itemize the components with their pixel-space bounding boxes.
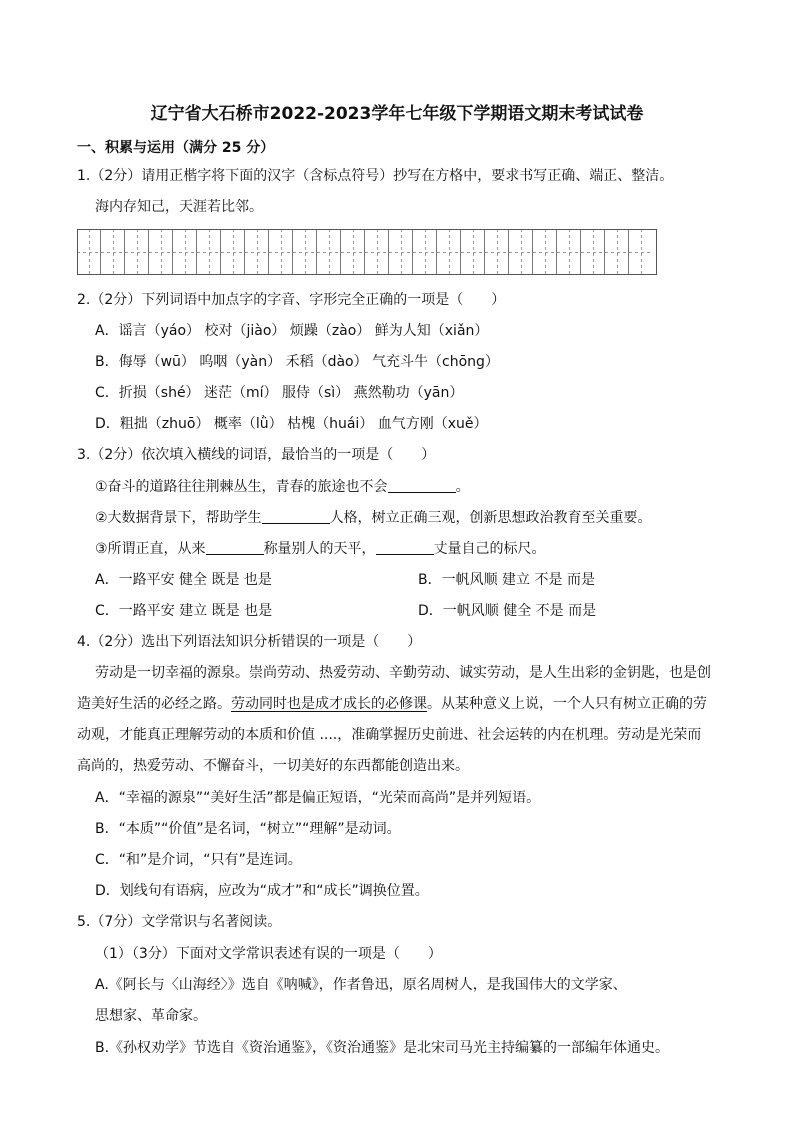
question-2-option-d[interactable]: D．粗拙（zhuō） 概率（lǜ） 枯槐（huái） 血气方刚（xuě）	[95, 416, 488, 432]
sentence-text: ②大数据背景下，帮助学生	[95, 510, 262, 526]
answer-blank[interactable]	[388, 478, 456, 493]
grid-cell[interactable]	[173, 229, 197, 275]
grid-cell[interactable]	[269, 229, 293, 275]
grid-cell[interactable]	[125, 229, 149, 275]
question-4-option-d[interactable]: D．划线句有语病，应改为“成才”和“成长”调换位置。	[95, 883, 429, 899]
grid-cell[interactable]	[221, 229, 245, 275]
question-3-option-a[interactable]: A．一路平安 健全 既是 也是	[95, 572, 272, 588]
grid-cell[interactable]	[197, 229, 221, 275]
grid-cell[interactable]	[341, 229, 365, 275]
grid-cell[interactable]	[101, 229, 125, 275]
passage-line: 动观，才能真正理解劳动的本质和价值 ....，准确掌握历史前进、社会运转的内在机理。劳动是光荣而	[77, 727, 702, 743]
writing-grid[interactable]	[77, 229, 657, 275]
page-title: 辽宁省大石桥市2022-2023学年七年级下学期语文期末考试试卷	[150, 104, 644, 124]
question-3-sentence-2	[95, 508, 652, 528]
grid-cell[interactable]	[533, 229, 557, 275]
sentence-text: ①奋斗的道路往往荆棘丛生，青春的旅途也不会	[95, 479, 388, 495]
grid-cell[interactable]	[485, 229, 509, 275]
question-5-option-a[interactable]: A.《阿长与〈山海经〉》选自《呐喊》，作者鲁迅，原名周树人，是我国伟大的文学家、	[95, 977, 627, 993]
grid-cell[interactable]	[413, 229, 437, 275]
sentence-text: ③所谓正直，从来	[95, 541, 206, 557]
grid-cell[interactable]	[509, 229, 533, 275]
question-4-option-b[interactable]: B．“本质”“价值”是名词，“树立”“理解”是动词。	[95, 821, 401, 837]
question-3-option-b[interactable]: B．一帆风顺 建立 不是 而是	[418, 572, 595, 588]
sentence-text: 丈量自己的标尺。	[433, 541, 546, 557]
question-4-option-a[interactable]: A．“幸福的源泉”“美好生活”都是偏正短语，“光荣而高尚”是并列短语。	[95, 790, 541, 806]
question-2-option-b[interactable]: B．侮辱（wū） 呜咽（yàn） 禾稻（dào） 气充斗牛（chōng）	[95, 354, 499, 370]
section-heading: 一、积累与运用（满分 25 分）	[77, 140, 275, 156]
question-5-stem: 5.（7分）文学常识与名著阅读。	[77, 914, 282, 930]
passage-line: 高尚的，热爱劳动、不懈奋斗，一切美好的东西都能创造出来。	[77, 758, 469, 774]
question-3-option-c[interactable]: C．一路平安 建立 既是 也是	[95, 603, 273, 619]
question-3-sentence-1	[95, 477, 470, 497]
grid-cell[interactable]	[557, 229, 581, 275]
grid-cell[interactable]	[293, 229, 317, 275]
grid-cell[interactable]	[149, 229, 173, 275]
grid-cell[interactable]	[629, 229, 653, 275]
grid-cell[interactable]	[365, 229, 389, 275]
question-3-option-d[interactable]: D．一帆风顺 健全 不是 而是	[418, 603, 597, 619]
question-4-option-c[interactable]: C．“和”是介词，“只有”是连词。	[95, 852, 302, 868]
question-4-stem: 4.（2分）选出下列语法知识分析错误的一项是（ ）	[77, 634, 422, 650]
grid-cell[interactable]	[317, 229, 341, 275]
passage-line: 劳动是一切幸福的源泉。崇尚劳动、热爱劳动、辛勤劳动、诚实劳动，是人生出彩的金钥匙，也是创	[95, 665, 711, 681]
question-3-stem: 3.（2分）依次填入横线的词语，最恰当的一项是（ ）	[77, 447, 436, 463]
answer-blank[interactable]	[376, 540, 434, 555]
underlined-sentence: 劳动同时也是成才成长的必修课	[231, 696, 427, 712]
grid-cell[interactable]	[77, 229, 101, 275]
grid-cell[interactable]	[389, 229, 413, 275]
grid-cell[interactable]	[581, 229, 605, 275]
passage-text: 。从某种意义上说，一个人只有树立正确的劳	[427, 696, 707, 712]
question-5-option-a-continued: 思想家、革命家。	[95, 1008, 207, 1024]
question-2-stem: 2.（2分）下列词语中加点字的字音、字形完全正确的一项是（ ）	[77, 292, 506, 308]
question-5-sub-1: （1）（3分）下面对文学常识表述有误的一项是（ ）	[95, 946, 442, 962]
answer-blank[interactable]	[206, 540, 264, 555]
answer-blank[interactable]	[262, 509, 330, 524]
question-3-sentence-3	[95, 539, 546, 559]
grid-cell[interactable]	[605, 229, 629, 275]
passage-text: 造美好生活的必经之路。	[77, 696, 231, 712]
grid-cell[interactable]	[245, 229, 269, 275]
question-5-option-b[interactable]: B.《孙权劝学》节选自《资治通鉴》，《资治通鉴》是北宋司马光主持编纂的一部编年体通史。	[95, 1040, 670, 1056]
question-2-option-a[interactable]: A．谣言（yáo） 校对（jiào） 烦躁（zào） 鲜为人知（xiǎn）	[95, 323, 489, 339]
passage-line	[77, 694, 707, 714]
sentence-text: 称量别人的天平，	[263, 541, 376, 557]
grid-cell[interactable]	[437, 229, 461, 275]
grid-cell[interactable]	[461, 229, 485, 275]
question-1-stem: 1.（2分）请用正楷字将下面的汉字（含标点符号）抄写在方格中，要求书写正确、端正、整洁。	[77, 168, 674, 184]
question-1-text: 海内存知己，天涯若比邻。	[95, 199, 263, 215]
sentence-text: 人格，树立正确三观，创新思想政治教育至关重要。	[329, 510, 652, 526]
question-2-option-c[interactable]: C．折损（shé） 迷茫（mí） 服侍（sì） 燕然勒功（yān）	[95, 385, 464, 401]
sentence-text: 。	[455, 479, 470, 495]
